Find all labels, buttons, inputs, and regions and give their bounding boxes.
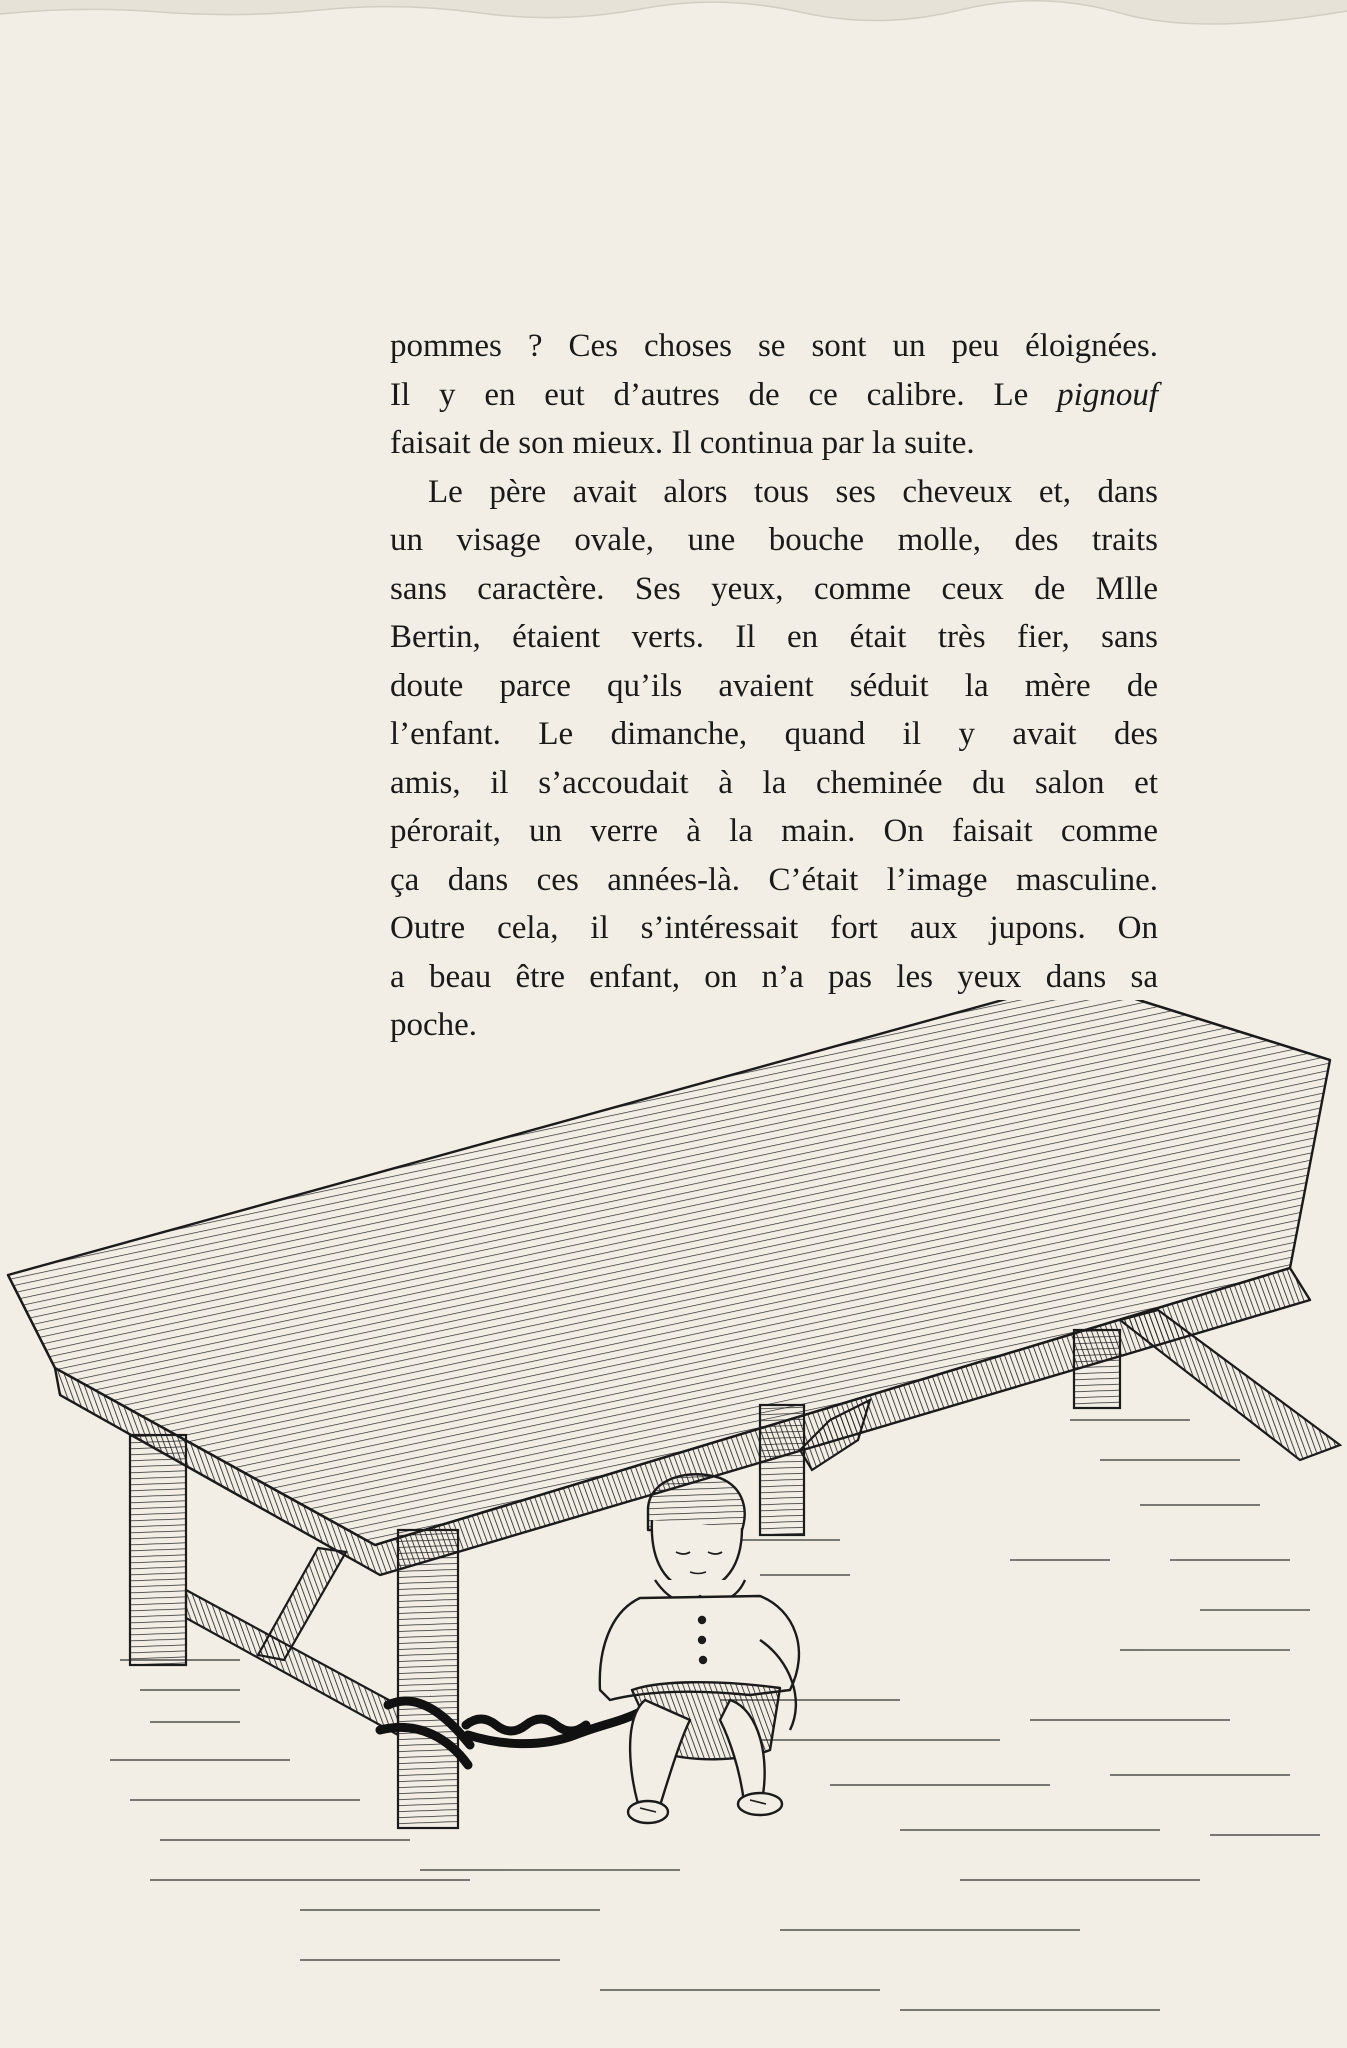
- text-line: a beau être enfant, on n’a pas les yeux dans sa: [390, 958, 1158, 995]
- text-line: sans caractère. Ses yeux, comme ceux de Mlle: [390, 570, 1158, 607]
- text-line: poche.: [390, 1007, 478, 1043]
- text-line: Le père avait alors tous ses cheveux et, dans: [428, 473, 1158, 510]
- italic-word: pignouf: [1057, 376, 1158, 413]
- text-line: pérorait, un verre à la main. On faisait comme: [390, 813, 1158, 849]
- text-line: l’enfant. Le dimanche, quand il y avait des: [390, 716, 1158, 752]
- text-line: ça dans ces années-là. C’était l’image masculine.: [390, 861, 1158, 898]
- ink-illustration: [0, 1000, 1347, 2048]
- text-line: Bertin, étaient verts. Il en était très fier, sans: [390, 619, 1158, 655]
- deckle-edge: [0, 0, 1347, 30]
- text-line: faisait de son mieux. Il continua par la suite.: [390, 425, 975, 461]
- text-line: Outre cela, il s’intéressait fort aux jupons. On: [390, 910, 1158, 946]
- paragraph-1: [390, 322, 1158, 468]
- text-line: Il y en eut d’autres de ce calibre. Le pignouf: [390, 376, 1158, 413]
- text-line: amis, il s’accoudait à la cheminée du salon et: [390, 764, 1158, 801]
- body-text: [390, 322, 1158, 1050]
- text-line: pommes ? Ces choses se sont un peu éloignées.: [390, 328, 1158, 364]
- text-line: un visage ovale, une bouche molle, des traits: [390, 522, 1158, 558]
- text-line: doute parce qu’ils avaient séduit la mère de: [390, 667, 1158, 704]
- paragraph-2: [390, 468, 1158, 1050]
